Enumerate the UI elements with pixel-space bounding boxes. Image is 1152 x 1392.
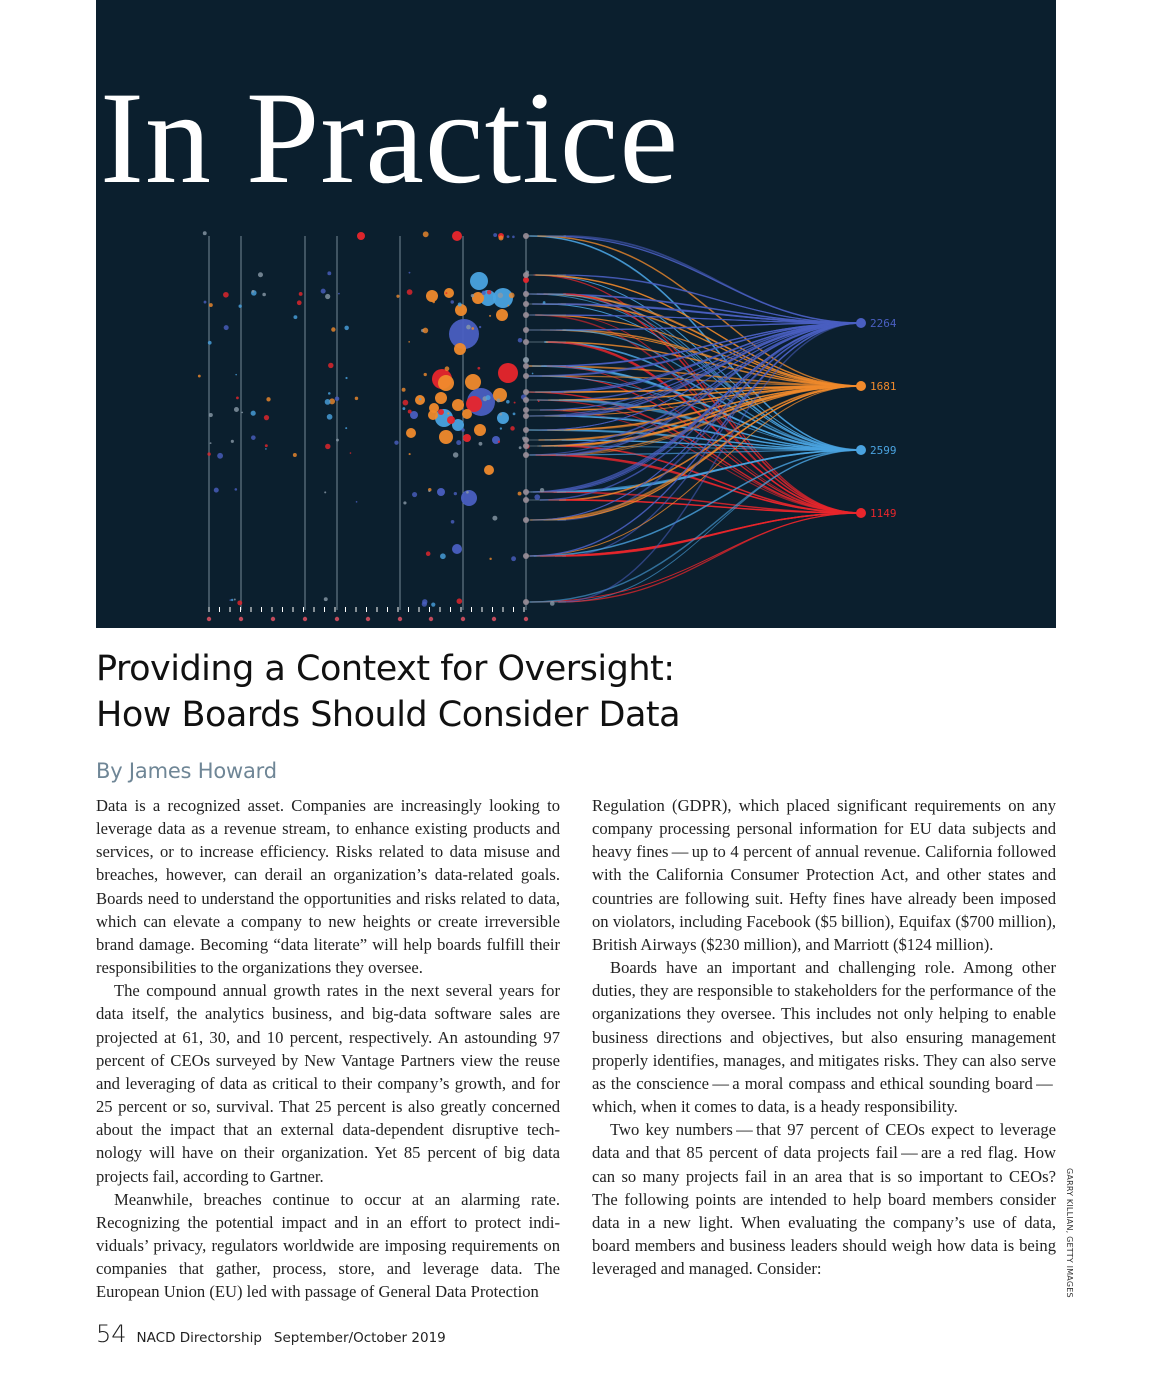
data-dot	[239, 305, 242, 308]
data-dot	[231, 440, 234, 443]
data-dot	[299, 292, 303, 296]
axis-row-marker	[523, 291, 529, 297]
data-dot	[251, 411, 256, 416]
data-dot	[432, 301, 435, 304]
axis-row-marker	[523, 553, 529, 559]
axis-row-marker	[523, 452, 529, 458]
data-dot	[234, 599, 236, 601]
data-dot	[209, 303, 213, 307]
data-dot	[264, 415, 269, 420]
data-dot	[423, 231, 429, 237]
node-label: 2599	[870, 444, 897, 457]
data-dot	[402, 407, 405, 410]
data-dot	[451, 300, 454, 303]
data-dot	[214, 488, 219, 493]
data-dot	[486, 395, 491, 400]
byline: By James Howard	[96, 759, 277, 783]
axis-row-marker	[523, 301, 529, 307]
photo-credit: GARRY KILLIAN, GETTY IMAGES	[1065, 1168, 1074, 1298]
data-dot	[345, 377, 347, 379]
node-label: 2264	[870, 317, 897, 330]
paragraph: Regulation (GDPR), which placed significant requirements on any company processing personal information for EU data subjects and heavy fines — up to 4 percent of annual revenue. California followed with the California Consumer Protection Act, and other states and countries are following suit. Hefty fines have already been imposed on violators, including Facebook ($5 billion), Equifax ($700 million), British Airways ($230 million), and Marriott ($124 million).	[592, 796, 1056, 954]
data-dot	[237, 600, 242, 605]
data-dot	[338, 293, 340, 295]
data-dot	[456, 440, 461, 445]
data-dot	[445, 366, 450, 371]
tick-marker	[461, 617, 465, 621]
flow-curve	[529, 386, 861, 556]
axis-row-marker	[523, 437, 529, 443]
data-dot	[328, 363, 333, 368]
tick-marker	[492, 617, 496, 621]
axis-row-marker	[523, 497, 529, 503]
data-dot	[532, 373, 534, 375]
data-dot	[451, 520, 455, 524]
data-dot	[461, 428, 465, 432]
axis-row-marker	[523, 339, 529, 345]
headline-line-1: Providing a Context for Oversight:	[96, 649, 675, 689]
data-dot	[457, 598, 463, 604]
data-dot	[209, 413, 213, 417]
data-dot	[265, 444, 268, 447]
data-bubble	[452, 231, 462, 241]
data-dot	[471, 294, 474, 297]
tick-marker	[303, 617, 307, 621]
flow-curves	[526, 236, 861, 602]
data-dot	[507, 235, 510, 238]
target-node	[856, 381, 866, 391]
article-headline	[96, 646, 680, 738]
axis-row-marker	[523, 397, 529, 403]
data-dot	[412, 492, 417, 497]
data-dot	[265, 448, 267, 450]
data-dot	[454, 492, 457, 495]
page-footer	[96, 1320, 446, 1348]
node-label: 1149	[870, 507, 897, 520]
data-dot	[409, 453, 411, 455]
body-column-left	[96, 794, 560, 1303]
data-bubble	[465, 374, 481, 390]
data-dot	[324, 491, 326, 493]
data-dot	[499, 413, 502, 416]
data-dot	[493, 233, 497, 237]
data-dot	[477, 367, 480, 370]
data-dot	[325, 444, 330, 449]
target-node	[856, 445, 866, 455]
data-dot	[506, 400, 510, 404]
hero-illustration	[96, 0, 1056, 628]
data-dot	[203, 231, 207, 235]
tick-marker	[239, 617, 243, 621]
paragraph: Data is a recognized asset. Companies are increasingly looking to leverage data as a revenue stream, to enhance existing products and services, or to increase efficiency. Risks related to data misuse and breaches, however, can derail an organization’s data-related goals. Boards need to understand the opportunities and risks related to data, which can elevate a company to new heights or create irreversible brand damage. Becoming “data literate” will help boards fulfill their responsibilities to the organizations they oversee.	[96, 796, 560, 978]
target-node	[856, 508, 866, 518]
data-dot	[538, 400, 540, 402]
data-dot	[518, 492, 522, 496]
axis-row-marker	[523, 443, 529, 449]
flow-curve	[537, 513, 861, 556]
data-dot	[428, 490, 430, 492]
data-bubble	[438, 375, 454, 391]
data-dot	[350, 452, 352, 454]
data-dot	[251, 435, 256, 440]
body-column-right	[592, 794, 1056, 1280]
data-dot	[396, 295, 399, 298]
data-bubble	[452, 399, 464, 411]
data-bubble	[454, 343, 466, 355]
paragraph: The compound annual growth rates in the next several years for data itself, the analytics business, and big-data software sales are projected at 61, 30, and 10 percent, respectively. An astounding 97 percent of CEOs surveyed by New Vantage Partners view the reuse and leveraging of data as critical to their company’s growth, and for 25 percent or so, survival. That 25 percent is also greatly concerned about the impact that an external data-dependent disruptive technology will have on their organization. Yet 85 percent of big data projects fail, according to Gartner.	[96, 981, 560, 1186]
data-dot	[479, 326, 481, 328]
data-dot	[489, 315, 491, 317]
data-bubble	[437, 488, 445, 496]
data-dot	[518, 338, 523, 343]
data-dot	[293, 315, 297, 319]
data-dot	[229, 599, 231, 601]
publication-name: NACD Directorship	[136, 1330, 262, 1346]
data-bubble	[435, 392, 447, 404]
data-bubble	[406, 428, 416, 438]
data-bubble	[357, 232, 365, 240]
data-dot	[266, 397, 270, 401]
data-dot	[440, 553, 446, 559]
data-bubble	[523, 357, 529, 363]
data-dot	[512, 236, 515, 239]
data-bubble	[497, 412, 509, 424]
data-dot	[208, 341, 212, 345]
data-dot	[422, 601, 427, 606]
data-dot	[335, 396, 340, 401]
data-dot	[514, 402, 516, 404]
data-dot	[252, 290, 255, 293]
axis-row-marker	[523, 233, 529, 239]
data-dot	[511, 556, 516, 561]
data-dot	[223, 292, 229, 298]
data-dot	[466, 491, 469, 494]
data-bubble	[447, 416, 455, 424]
target-nodes	[843, 317, 897, 520]
data-bubble	[462, 409, 472, 419]
data-dot	[489, 558, 491, 560]
data-dot	[445, 292, 447, 294]
data-bubble	[438, 409, 444, 415]
data-dot	[479, 442, 483, 446]
target-node	[856, 318, 866, 328]
data-bubble	[470, 272, 488, 290]
data-bubble	[484, 465, 494, 475]
data-dot	[403, 400, 409, 406]
data-bubble	[463, 434, 471, 442]
axis-row-marker	[523, 427, 529, 433]
data-dot	[327, 414, 333, 420]
data-bubble	[498, 363, 518, 383]
data-dot	[419, 398, 421, 400]
data-dot	[431, 603, 435, 607]
data-dot	[336, 439, 339, 442]
data-dot	[408, 410, 412, 414]
data-dot	[241, 412, 243, 414]
issue-date: September/October 2019	[273, 1330, 446, 1346]
data-dot	[500, 427, 502, 429]
page-number: 54	[96, 1320, 127, 1348]
data-dot	[234, 407, 239, 412]
data-dot	[498, 293, 503, 298]
data-dot	[236, 396, 239, 399]
data-dot	[235, 374, 237, 376]
data-dot	[355, 397, 358, 400]
axis-row-marker	[523, 373, 529, 379]
data-bubble	[426, 290, 438, 302]
data-dot	[407, 289, 413, 295]
data-dot	[497, 399, 501, 403]
data-dot	[534, 494, 540, 500]
tick-marker	[429, 617, 433, 621]
axis-ticks	[207, 607, 528, 621]
data-dot	[402, 388, 406, 392]
data-dot	[509, 293, 515, 299]
tick-marker	[207, 617, 211, 621]
data-dot	[498, 441, 500, 443]
data-dot	[394, 440, 398, 444]
axis-row-marker	[523, 413, 529, 419]
data-dot	[325, 294, 330, 299]
data-dot	[510, 426, 515, 431]
axis-row-marker	[523, 272, 529, 278]
data-dot	[482, 291, 486, 295]
data-dot	[519, 446, 522, 449]
data-dot	[297, 300, 302, 305]
data-dot	[543, 301, 546, 304]
tick-marker	[366, 617, 370, 621]
axis-row-marker	[523, 489, 529, 495]
data-dot	[207, 452, 210, 455]
paragraph: Boards have an important and challenging role. Among other duties, they are responsible to stakeholders for the performance of the organizations they oversee. This includes not only helping to enable business directions and objectives, but also ensuring management properly identifies, manages, and mitigates risks. They can also serve as the conscience — a moral compass and ethical sounding board — which, when it comes to data, is a heady responsibility.	[592, 958, 1056, 1117]
axis-row-marker	[523, 312, 529, 318]
data-dot	[493, 294, 496, 297]
node-label: 1681	[870, 380, 897, 393]
data-dot	[235, 488, 238, 491]
data-dot	[513, 412, 516, 415]
tick-marker	[271, 617, 275, 621]
data-dot	[324, 597, 328, 601]
data-dot	[217, 453, 223, 459]
headline-line-2: How Boards Should Consider Data	[96, 695, 681, 735]
data-dot	[466, 325, 471, 330]
data-dot	[345, 427, 347, 429]
data-dot	[424, 373, 427, 376]
data-dot	[210, 442, 212, 444]
data-dot	[447, 412, 449, 414]
axis-row-marker	[523, 407, 529, 413]
data-dot	[331, 327, 335, 331]
axis-row-marker	[523, 327, 529, 333]
data-dot	[204, 301, 207, 304]
data-dot	[408, 341, 410, 343]
data-bubbles	[198, 231, 555, 607]
data-bubble	[439, 430, 453, 444]
axis-row-marker	[523, 517, 529, 523]
data-dot	[328, 392, 331, 395]
flow-curve	[531, 513, 861, 602]
data-dot	[293, 453, 297, 457]
data-bubble	[428, 410, 438, 420]
tick-marker	[335, 617, 339, 621]
data-bubble	[474, 424, 486, 436]
data-dot	[458, 302, 462, 306]
axis-row-marker	[523, 363, 529, 369]
data-dot	[321, 289, 326, 294]
data-dot	[550, 601, 555, 606]
data-dot	[423, 328, 429, 334]
data-dot	[507, 305, 509, 307]
data-dot	[403, 501, 406, 504]
data-dot	[258, 272, 263, 277]
data-dot	[262, 293, 266, 297]
data-dot	[487, 290, 492, 295]
data-bubble	[461, 490, 477, 506]
data-dot	[409, 272, 411, 274]
data-dot	[344, 326, 348, 330]
section-title: In Practice	[100, 64, 680, 211]
data-dot	[325, 399, 331, 405]
data-dot	[499, 235, 504, 240]
data-dot	[540, 488, 544, 492]
data-dot	[453, 452, 458, 457]
data-dot	[426, 551, 431, 556]
paragraph: Two key numbers — that 97 percent of CEOs expect to leverage data and that 85 percent of data projects fail — are a red flag. How can so many projects fail in an area that is so important to CEOs? The following points are intended to help board members consider data in a new light. When evaluating the company’s use of data, board members and business leaders should weigh how data is being leveraged and managed. Consider:	[592, 1120, 1056, 1279]
data-bubble	[452, 544, 462, 554]
paragraph: Meanwhile, breaches continue to occur at an alarming rate. Recognizing the potential impact and in an effort to protect individuals’ privacy, regulators worldwide are imposing requirements on companies that gather, process, store, and leverage data. The European Union (EU) led with passage of General Data Protection	[96, 1189, 560, 1302]
data-dot	[471, 327, 474, 330]
data-dot	[231, 599, 233, 601]
data-bubble	[496, 309, 508, 321]
flow-curve	[542, 513, 861, 556]
axis-row-marker	[523, 389, 529, 395]
axis-row-marker	[523, 599, 529, 605]
data-dot	[224, 325, 229, 330]
data-dot	[492, 516, 497, 521]
tick-marker	[398, 617, 402, 621]
data-dot	[356, 501, 358, 503]
tick-marker	[524, 617, 528, 621]
data-dot	[327, 271, 331, 275]
data-bubble	[449, 319, 479, 349]
data-dot	[198, 375, 201, 378]
